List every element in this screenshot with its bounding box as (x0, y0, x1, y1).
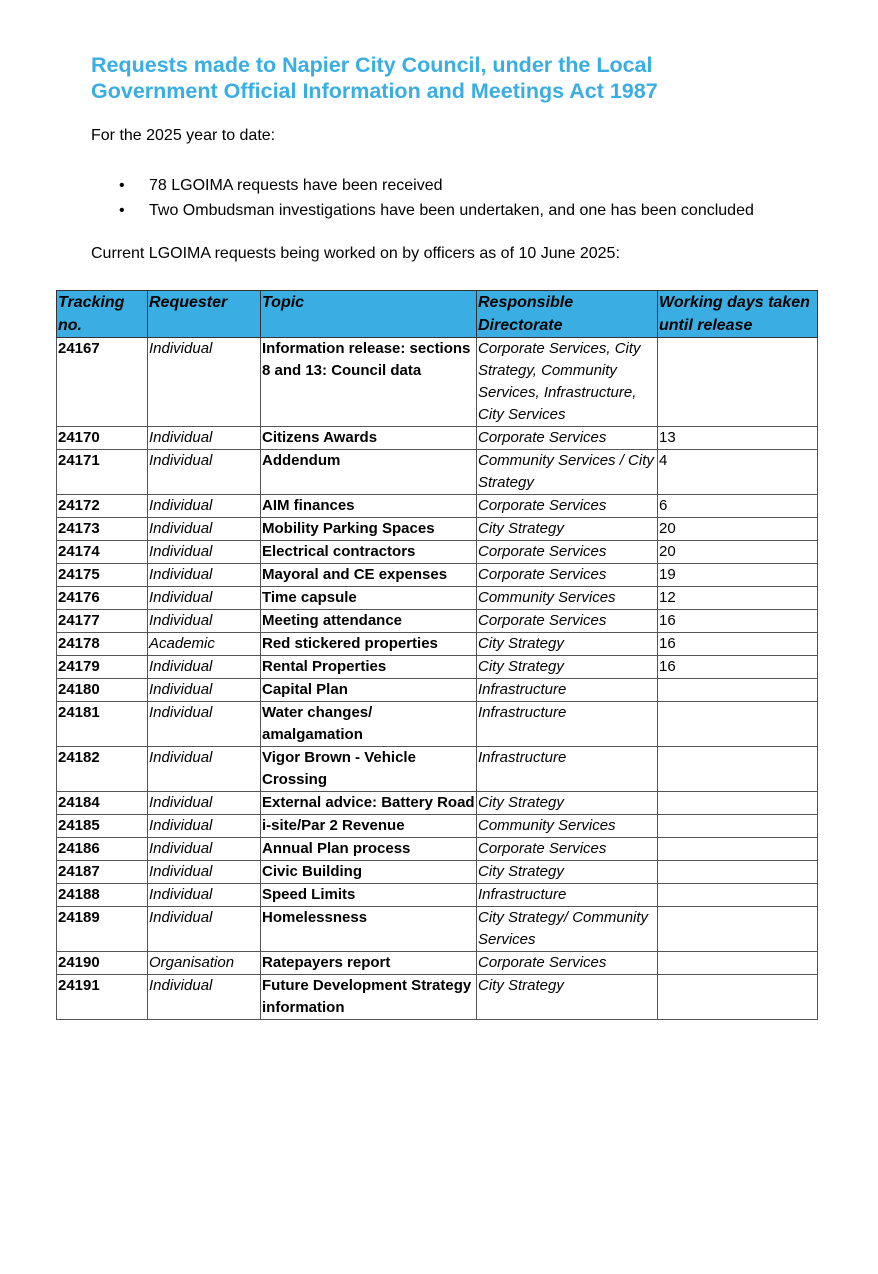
cell-working-days: 13 (658, 427, 818, 450)
cell-working-days: 4 (658, 450, 818, 495)
table-row (57, 518, 818, 541)
cell-tracking-no: 24191 (57, 975, 148, 1020)
cell-directorate: City Strategy (477, 861, 658, 884)
cell-working-days (658, 952, 818, 975)
cell-topic: External advice: Battery Road (261, 792, 477, 815)
cell-working-days (658, 338, 818, 427)
cell-topic: Future Development Strategy information (261, 975, 477, 1020)
cell-requester: Individual (148, 907, 261, 952)
cell-tracking-no: 24179 (57, 656, 148, 679)
cell-topic: AIM finances (261, 495, 477, 518)
cell-directorate: City Strategy (477, 656, 658, 679)
cell-directorate: City Strategy (477, 633, 658, 656)
cell-directorate: Infrastructure (477, 747, 658, 792)
cell-topic: Addendum (261, 450, 477, 495)
table-row (57, 792, 818, 815)
cell-topic: Information release: sections 8 and 13: Council data (261, 338, 477, 427)
cell-requester: Individual (148, 747, 261, 792)
cell-tracking-no: 24173 (57, 518, 148, 541)
cell-requester: Individual (148, 702, 261, 747)
cell-requester: Individual (148, 427, 261, 450)
cell-tracking-no: 24167 (57, 338, 148, 427)
bullet-icon: • (119, 202, 125, 219)
cell-requester: Individual (148, 815, 261, 838)
cell-working-days: 6 (658, 495, 818, 518)
cell-tracking-no: 24186 (57, 838, 148, 861)
requests-table (56, 290, 818, 1020)
cell-directorate: City Strategy (477, 792, 658, 815)
cell-tracking-no: 24174 (57, 541, 148, 564)
list-item-text: Two Ombudsman investigations have been undertaken, and one has been concluded (149, 202, 754, 219)
list-item (91, 198, 754, 223)
cell-tracking-no: 24190 (57, 952, 148, 975)
cell-topic: Ratepayers report (261, 952, 477, 975)
cell-tracking-no: 24187 (57, 861, 148, 884)
header-requester: Requester (148, 291, 261, 338)
cell-tracking-no: 24188 (57, 884, 148, 907)
table-row (57, 450, 818, 495)
cell-topic: Electrical contractors (261, 541, 477, 564)
cell-requester: Individual (148, 587, 261, 610)
table-row (57, 747, 818, 792)
cell-directorate: Corporate Services, City Strategy, Community Services, Infrastructure, City Services (477, 338, 658, 427)
cell-working-days (658, 884, 818, 907)
cell-working-days (658, 815, 818, 838)
cell-topic: Meeting attendance (261, 610, 477, 633)
cell-topic: Vigor Brown - Vehicle Crossing (261, 747, 477, 792)
cell-requester: Academic (148, 633, 261, 656)
cell-requester: Individual (148, 610, 261, 633)
cell-working-days (658, 679, 818, 702)
cell-requester: Individual (148, 450, 261, 495)
table-row (57, 338, 818, 427)
table-row (57, 702, 818, 747)
cell-working-days: 20 (658, 518, 818, 541)
cell-topic: Mobility Parking Spaces (261, 518, 477, 541)
cell-topic: Homelessness (261, 907, 477, 952)
cell-tracking-no: 24184 (57, 792, 148, 815)
cell-topic: Mayoral and CE expenses (261, 564, 477, 587)
intro-text: For the 2025 year to date: (91, 127, 276, 144)
table-row (57, 610, 818, 633)
cell-directorate: Corporate Services (477, 541, 658, 564)
header-directorate: Responsible Directorate (477, 291, 658, 338)
cell-directorate: Corporate Services (477, 952, 658, 975)
table-row (57, 679, 818, 702)
cell-working-days: 16 (658, 656, 818, 679)
cell-topic: i-site/Par 2 Revenue (261, 815, 477, 838)
cell-requester: Individual (148, 564, 261, 587)
cell-directorate: Corporate Services (477, 564, 658, 587)
header-tracking-no: Tracking no. (57, 291, 148, 338)
cell-tracking-no: 24175 (57, 564, 148, 587)
bullet-icon: • (119, 177, 125, 194)
cell-requester: Individual (148, 679, 261, 702)
header-working-days: Working days taken until release (658, 291, 818, 338)
cell-tracking-no: 24177 (57, 610, 148, 633)
cell-working-days (658, 907, 818, 952)
cell-working-days (658, 792, 818, 815)
cell-requester: Individual (148, 541, 261, 564)
cell-directorate: City Strategy/ Community Services (477, 907, 658, 952)
cell-requester: Individual (148, 884, 261, 907)
cell-requester: Individual (148, 861, 261, 884)
table-row (57, 838, 818, 861)
table-row (57, 564, 818, 587)
cell-directorate: Community Services (477, 587, 658, 610)
table-row (57, 541, 818, 564)
cell-tracking-no: 24171 (57, 450, 148, 495)
list-item (91, 173, 754, 198)
cell-tracking-no: 24181 (57, 702, 148, 747)
page-title (91, 52, 811, 104)
title-line-2: Government Official Information and Meetings Act 1987 (91, 79, 658, 103)
cell-requester: Organisation (148, 952, 261, 975)
table-row (57, 495, 818, 518)
cell-directorate: Corporate Services (477, 495, 658, 518)
cell-requester: Individual (148, 838, 261, 861)
title-line-1: Requests made to Napier City Council, under the Local (91, 53, 653, 77)
cell-tracking-no: 24170 (57, 427, 148, 450)
cell-tracking-no: 24185 (57, 815, 148, 838)
list-item-text: 78 LGOIMA requests have been received (149, 177, 443, 194)
cell-topic: Civic Building (261, 861, 477, 884)
cell-requester: Individual (148, 338, 261, 427)
cell-directorate: Community Services / City Strategy (477, 450, 658, 495)
cell-working-days: 16 (658, 633, 818, 656)
table-row (57, 884, 818, 907)
table-row (57, 952, 818, 975)
cell-requester: Individual (148, 792, 261, 815)
table-row (57, 587, 818, 610)
table-row (57, 427, 818, 450)
cell-working-days: 16 (658, 610, 818, 633)
header-topic: Topic (261, 291, 477, 338)
cell-tracking-no: 24180 (57, 679, 148, 702)
cell-directorate: Corporate Services (477, 838, 658, 861)
cell-working-days (658, 747, 818, 792)
cell-working-days (658, 838, 818, 861)
table-row (57, 907, 818, 952)
table-row (57, 633, 818, 656)
cell-working-days: 20 (658, 541, 818, 564)
cell-working-days: 19 (658, 564, 818, 587)
cell-directorate: Infrastructure (477, 702, 658, 747)
cell-topic: Red stickered properties (261, 633, 477, 656)
cell-requester: Individual (148, 975, 261, 1020)
cell-working-days: 12 (658, 587, 818, 610)
summary-list (91, 173, 754, 223)
cell-directorate: Community Services (477, 815, 658, 838)
cell-directorate: Corporate Services (477, 427, 658, 450)
cell-tracking-no: 24178 (57, 633, 148, 656)
cell-topic: Speed Limits (261, 884, 477, 907)
cell-topic: Water changes/ amalgamation (261, 702, 477, 747)
table-row (57, 656, 818, 679)
cell-directorate: Corporate Services (477, 610, 658, 633)
cell-topic: Citizens Awards (261, 427, 477, 450)
cell-requester: Individual (148, 495, 261, 518)
cell-tracking-no: 24182 (57, 747, 148, 792)
cell-requester: Individual (148, 518, 261, 541)
cell-tracking-no: 24189 (57, 907, 148, 952)
cell-working-days (658, 975, 818, 1020)
table-row (57, 975, 818, 1020)
cell-directorate: City Strategy (477, 975, 658, 1020)
cell-requester: Individual (148, 656, 261, 679)
cell-topic: Capital Plan (261, 679, 477, 702)
cell-directorate: Infrastructure (477, 884, 658, 907)
cell-directorate: City Strategy (477, 518, 658, 541)
table-row (57, 815, 818, 838)
cell-topic: Annual Plan process (261, 838, 477, 861)
current-requests-label: Current LGOIMA requests being worked on by officers as of 10 June 2025: (91, 245, 620, 262)
cell-working-days (658, 702, 818, 747)
cell-topic: Rental Properties (261, 656, 477, 679)
cell-directorate: Infrastructure (477, 679, 658, 702)
cell-tracking-no: 24172 (57, 495, 148, 518)
table-header-row (57, 291, 818, 338)
cell-topic: Time capsule (261, 587, 477, 610)
cell-working-days (658, 861, 818, 884)
table-row (57, 861, 818, 884)
cell-tracking-no: 24176 (57, 587, 148, 610)
